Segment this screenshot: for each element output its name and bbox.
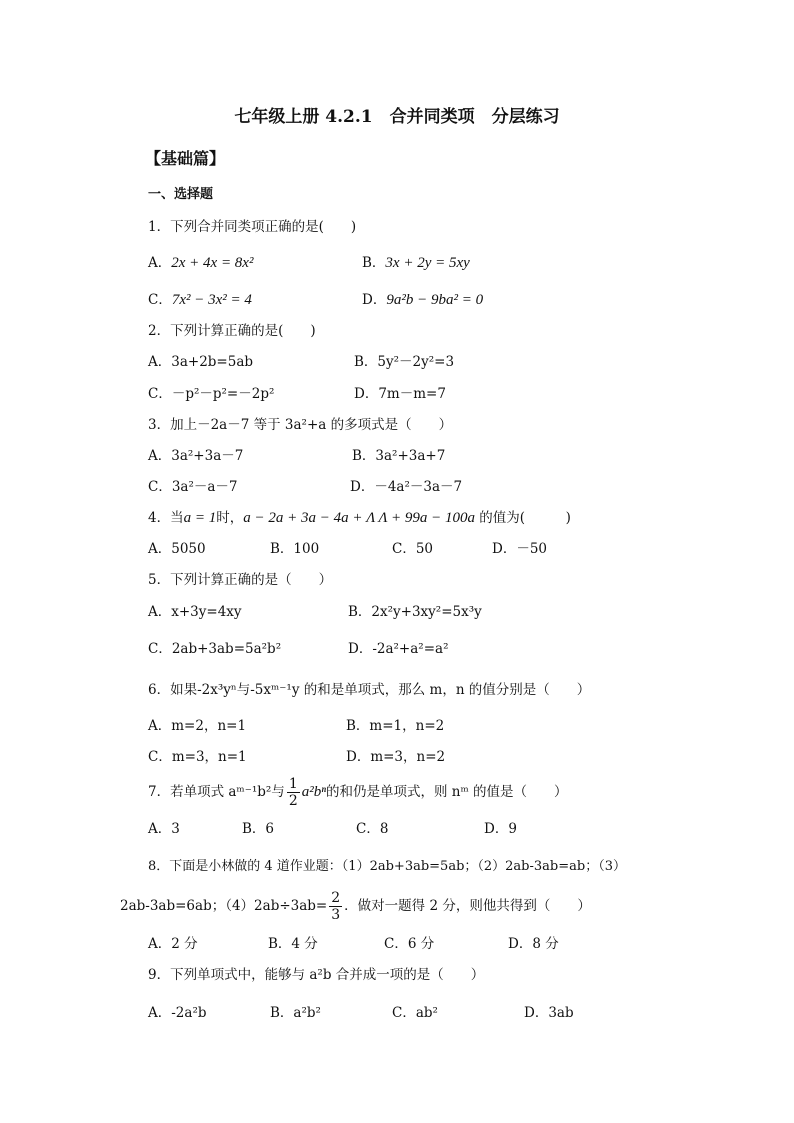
q1-option-c: C．7x² − 3x² = 4 bbox=[148, 292, 252, 308]
q7-fraction: $\frac{1}{2}$ bbox=[288, 776, 298, 809]
q1-option-b: B．3x + 2y = 5xy bbox=[362, 255, 470, 271]
q7-option-d: D．9 bbox=[484, 821, 517, 837]
q4-option-b: B．100 bbox=[270, 541, 320, 557]
q7-option-c: C．8 bbox=[356, 821, 389, 837]
question-6-stem: 6．如果-2x³yⁿ与-5xᵐ⁻¹y 的和是单项式，那么 m，n 的值分别是（ ） bbox=[148, 682, 591, 698]
q2-option-a: A．3a+2b=5ab bbox=[148, 354, 254, 370]
q9-option-b: B．a²b² bbox=[270, 1005, 321, 1021]
q9-option-d: D．3ab bbox=[524, 1005, 574, 1021]
q7-option-b: B．6 bbox=[242, 821, 275, 837]
q1-option-a-formula: 2x + 4x = 8x² bbox=[171, 255, 254, 271]
q7-monomial: a²bⁿ bbox=[301, 784, 326, 800]
q4-expression: a − 2a + 3a − 4a + Λ Λ + 99a − 100a bbox=[243, 510, 476, 526]
q2-option-b: B．5y²－2y²=3 bbox=[354, 354, 455, 370]
question-2-stem: 2．下列计算正确的是( ) bbox=[148, 323, 316, 339]
question-1-stem: 1．下列合并同类项正确的是( ) bbox=[148, 219, 357, 235]
q1-option-b-formula: 3x + 2y = 5xy bbox=[385, 255, 470, 271]
q2-option-d: D．7m－m=7 bbox=[354, 386, 446, 402]
question-7-stem: 7．若单项式 aᵐ⁻¹b²与 $\frac{1}{2}$ a²bⁿ的和仍是单项式，则 nᵐ 的值是（ ） bbox=[148, 776, 568, 809]
q5-option-d: D．-2a²+a²=a² bbox=[348, 641, 449, 657]
q4-option-c: C．50 bbox=[392, 541, 434, 557]
part-heading: 一、选择题 bbox=[148, 187, 214, 202]
q8-fraction: $\frac{2}{3}$ bbox=[331, 890, 341, 923]
question-8-stem-line-2: 2ab-3ab=6ab；（4）2ab÷3ab= $\frac{2}{3}$ ．做对一题得 2 分，则他共得到（ ） bbox=[120, 890, 591, 923]
q1-option-a: A．2x + 4x = 8x² bbox=[148, 255, 254, 271]
q2-option-c: C．－p²－p²=－2p² bbox=[148, 386, 275, 402]
q9-option-a: A．-2a²b bbox=[148, 1005, 207, 1021]
q9-option-c: C．ab² bbox=[392, 1005, 438, 1021]
q4-option-d: D．－50 bbox=[492, 541, 548, 557]
q8-option-a: A．2 分 bbox=[148, 936, 198, 952]
question-9-stem: 9．下列单项式中，能够与 a²b 合并成一项的是（ ） bbox=[148, 967, 485, 983]
question-5-stem: 5．下列计算正确的是（ ） bbox=[148, 572, 333, 588]
q3-option-b: B．3a²+3a+7 bbox=[352, 448, 446, 464]
q5-option-a: A．x+3y=4xy bbox=[148, 604, 242, 620]
section-heading: 【基础篇】 bbox=[145, 149, 226, 168]
question-3-stem: 3．加上－2a－7 等于 3a²+a 的多项式是（ ） bbox=[148, 417, 453, 433]
q5-option-b: B．2x²y+3xy²=5x³y bbox=[348, 604, 482, 620]
q6-option-b: B．m=1，n=2 bbox=[346, 718, 445, 734]
q4-option-a: A．5050 bbox=[148, 541, 206, 557]
q5-option-c: C．2ab+3ab=5a²b² bbox=[148, 641, 282, 657]
q3-option-c: C．3a²－a－7 bbox=[148, 479, 238, 495]
page-title: 七年级上册 4.2.1 合并同类项 分层练习 bbox=[234, 107, 560, 127]
question-8-stem-line-1: 8．下面是小林做的 4 道作业题：（1）2ab+3ab=5ab；（2）2ab-3ab=ab；（3） bbox=[148, 859, 626, 874]
q3-option-a: A．3a²+3a－7 bbox=[148, 448, 244, 464]
q6-option-c: C．m=3，n=1 bbox=[148, 749, 247, 765]
q8-option-b: B．4 分 bbox=[268, 936, 318, 952]
q4-condition: a = 1 bbox=[183, 510, 217, 526]
q8-option-d: D．8 分 bbox=[508, 936, 559, 952]
q6-option-a: A．m=2，n=1 bbox=[148, 718, 247, 734]
q1-option-d-formula: 9a²b − 9ba² = 0 bbox=[386, 292, 484, 308]
q3-option-d: D．－4a²－3a－7 bbox=[350, 479, 463, 495]
q1-option-c-formula: 7x² − 3x² = 4 bbox=[171, 292, 252, 308]
q8-option-c: C．6 分 bbox=[384, 936, 435, 952]
q6-option-d: D．m=3，n=2 bbox=[346, 749, 446, 765]
question-4-stem: 4．当a = 1时，a − 2a + 3a − 4a + Λ Λ + 99a − 100a 的值为( ) bbox=[148, 510, 571, 526]
q1-option-d: D．9a²b − 9ba² = 0 bbox=[362, 292, 484, 308]
q7-option-a: A．3 bbox=[148, 821, 180, 837]
